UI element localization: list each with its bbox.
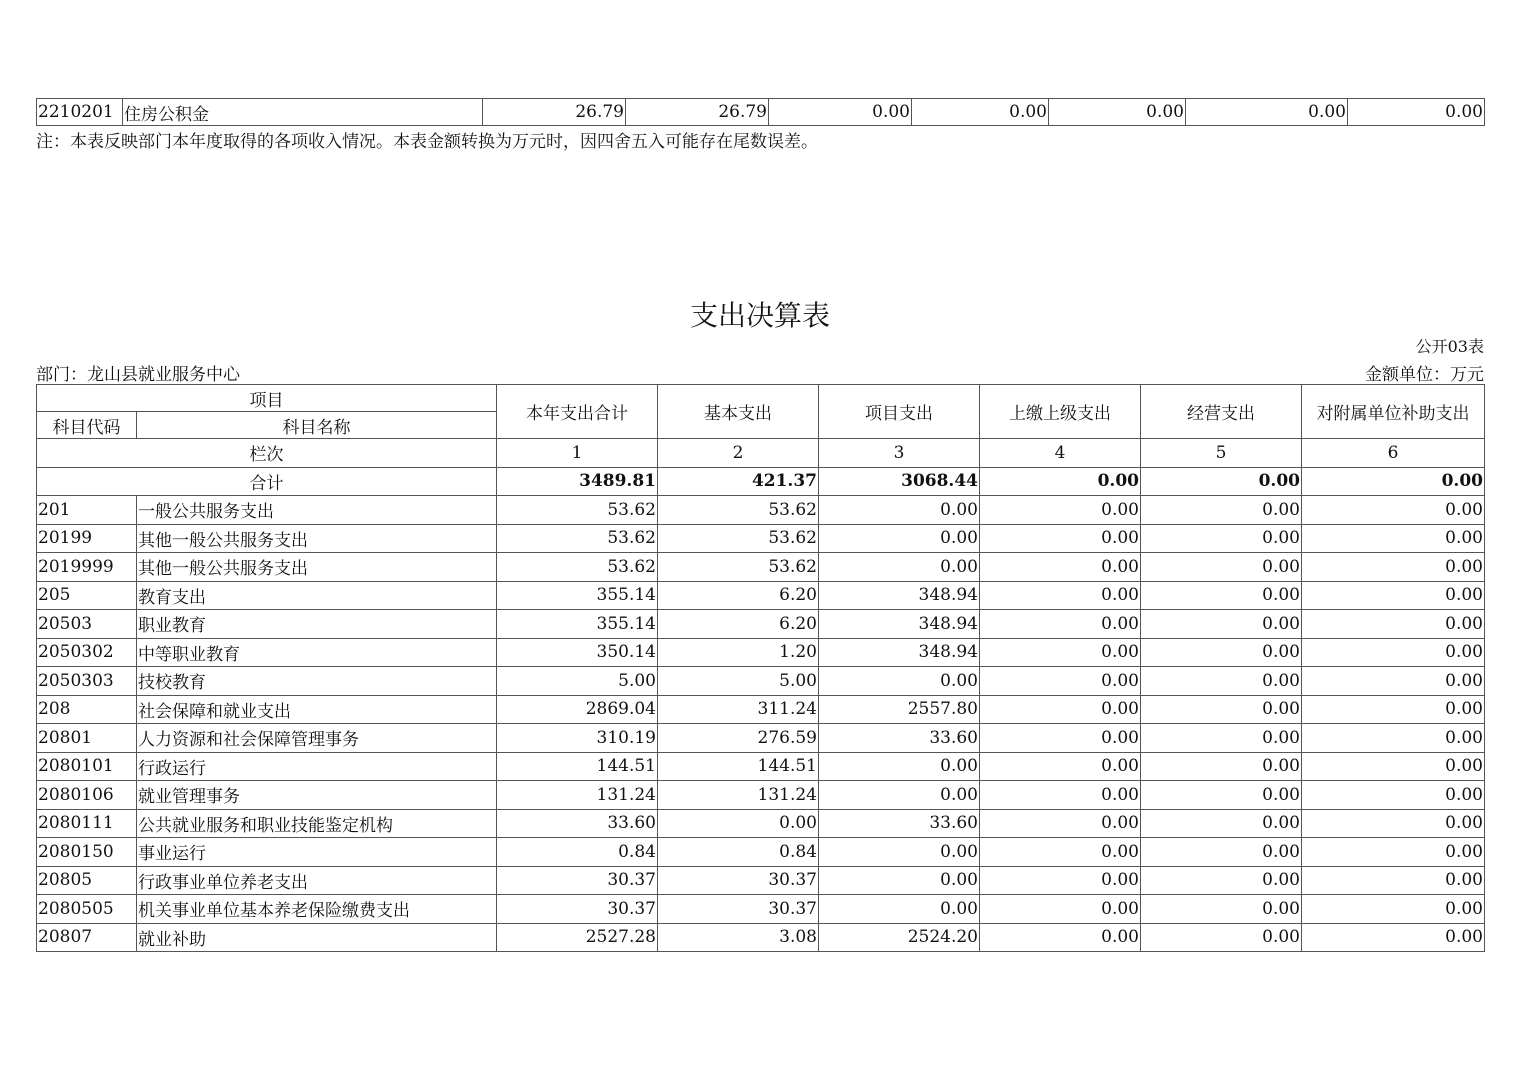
row-value: 0.00	[980, 667, 1141, 696]
row-value: 0.00	[1302, 496, 1485, 525]
header-item: 项目	[37, 385, 497, 412]
row-name: 职业教育	[137, 610, 497, 639]
total-value: 0.00	[980, 467, 1141, 496]
row-value: 0.00	[819, 752, 980, 781]
row-value: 350.14	[497, 638, 658, 667]
row-value: 0.00	[819, 838, 980, 867]
row-value: 0.00	[819, 781, 980, 810]
table-row	[37, 581, 1485, 610]
row-value: 0.00	[1141, 838, 1302, 867]
row-code: 2210201	[37, 99, 123, 126]
total-value: 3489.81	[497, 467, 658, 496]
row-name: 技校教育	[137, 667, 497, 696]
header-col-operation: 经营支出	[1141, 385, 1302, 439]
row-value: 6.20	[658, 610, 819, 639]
row-value: 0.00	[1302, 923, 1485, 952]
row-value: 0.00	[980, 581, 1141, 610]
row-code: 20805	[37, 866, 137, 895]
row-name: 一般公共服务支出	[137, 496, 497, 525]
row-code: 2080106	[37, 781, 137, 810]
row-name: 就业管理事务	[137, 781, 497, 810]
row-value: 0.84	[497, 838, 658, 867]
row-value: 0.00	[980, 866, 1141, 895]
row-value: 355.14	[497, 581, 658, 610]
row-value: 144.51	[658, 752, 819, 781]
table-row	[37, 895, 1485, 924]
row-value: 0.00	[1141, 581, 1302, 610]
row-value: 30.37	[658, 895, 819, 924]
row-name: 社会保障和就业支出	[137, 695, 497, 724]
row-value: 0.00	[1049, 99, 1186, 126]
row-value: 0.00	[980, 752, 1141, 781]
row-value: 0.00	[1141, 866, 1302, 895]
row-value: 131.24	[497, 781, 658, 810]
table-row	[37, 638, 1485, 667]
col-number: 2	[658, 439, 819, 468]
row-value: 0.00	[1141, 638, 1302, 667]
header-col-basic: 基本支出	[658, 385, 819, 439]
row-value: 310.19	[497, 724, 658, 753]
row-value: 0.00	[980, 781, 1141, 810]
row-value: 355.14	[497, 610, 658, 639]
row-value: 0.00	[1302, 724, 1485, 753]
row-value: 0.00	[1186, 99, 1348, 126]
table-row	[37, 809, 1485, 838]
row-value: 53.62	[658, 524, 819, 553]
row-value: 311.24	[658, 695, 819, 724]
row-code: 2050302	[37, 638, 137, 667]
row-value: 0.00	[1141, 496, 1302, 525]
row-code: 205	[37, 581, 137, 610]
row-value: 0.00	[658, 809, 819, 838]
row-value: 33.60	[497, 809, 658, 838]
row-value: 33.60	[819, 809, 980, 838]
row-value: 0.84	[658, 838, 819, 867]
row-value: 0.00	[1302, 553, 1485, 582]
row-value: 0.00	[980, 838, 1141, 867]
header-row	[37, 385, 1485, 412]
row-value: 53.62	[497, 496, 658, 525]
row-code: 2080101	[37, 752, 137, 781]
col-number: 4	[980, 439, 1141, 468]
row-value: 348.94	[819, 581, 980, 610]
table-row	[37, 667, 1485, 696]
row-value: 0.00	[1141, 923, 1302, 952]
row-value: 144.51	[497, 752, 658, 781]
row-name: 教育支出	[137, 581, 497, 610]
row-value: 2524.20	[819, 923, 980, 952]
table-row	[37, 866, 1485, 895]
row-value: 0.00	[980, 923, 1141, 952]
row-value: 0.00	[1141, 524, 1302, 553]
row-name: 行政事业单位养老支出	[137, 866, 497, 895]
row-value: 30.37	[497, 866, 658, 895]
row-value: 0.00	[1302, 524, 1485, 553]
table-row	[37, 838, 1485, 867]
row-value: 0.00	[980, 553, 1141, 582]
row-value: 1.20	[658, 638, 819, 667]
unit-label: 金额单位：万元	[1365, 365, 1484, 385]
table-row	[37, 724, 1485, 753]
row-value: 0.00	[819, 524, 980, 553]
row-value: 0.00	[1141, 610, 1302, 639]
header-col-subsidy: 对附属单位补助支出	[1302, 385, 1485, 439]
table-row	[37, 695, 1485, 724]
row-value: 0.00	[980, 809, 1141, 838]
row-value: 6.20	[658, 581, 819, 610]
row-label: 栏次	[37, 439, 497, 468]
row-value: 0.00	[819, 496, 980, 525]
row-value: 0.00	[1141, 724, 1302, 753]
table-row	[37, 610, 1485, 639]
row-value: 0.00	[1141, 895, 1302, 924]
row-value: 2557.80	[819, 695, 980, 724]
row-value: 276.59	[658, 724, 819, 753]
header-col-project: 项目支出	[819, 385, 980, 439]
row-value: 5.00	[497, 667, 658, 696]
table-row	[37, 781, 1485, 810]
row-name: 事业运行	[137, 838, 497, 867]
row-value: 0.00	[1302, 752, 1485, 781]
col-number: 5	[1141, 439, 1302, 468]
row-value: 0.00	[1141, 781, 1302, 810]
row-value: 0.00	[1302, 581, 1485, 610]
row-value: 53.62	[658, 553, 819, 582]
row-code: 20807	[37, 923, 137, 952]
row-value: 0.00	[819, 553, 980, 582]
row-value: 348.94	[819, 638, 980, 667]
row-value: 0.00	[1302, 838, 1485, 867]
row-value: 30.37	[497, 895, 658, 924]
row-code: 2080111	[37, 809, 137, 838]
row-code: 208	[37, 695, 137, 724]
table-number: 公开03表	[1415, 337, 1484, 356]
row-value: 26.79	[483, 99, 626, 126]
table-row	[37, 752, 1485, 781]
expenditure-table	[36, 384, 1485, 952]
row-value: 53.62	[658, 496, 819, 525]
row-value: 0.00	[1141, 752, 1302, 781]
row-value: 0.00	[912, 99, 1049, 126]
page-title: 支出决算表	[689, 299, 830, 332]
row-value: 0.00	[1302, 866, 1485, 895]
header-col-total: 本年支出合计	[497, 385, 658, 439]
row-value: 0.00	[1348, 99, 1485, 126]
row-value: 0.00	[1302, 638, 1485, 667]
total-value: 421.37	[658, 467, 819, 496]
row-name: 就业补助	[137, 923, 497, 952]
row-code: 2050303	[37, 667, 137, 696]
row-value: 0.00	[980, 638, 1141, 667]
row-value: 0.00	[1302, 610, 1485, 639]
table-row	[37, 496, 1485, 525]
row-code: 20801	[37, 724, 137, 753]
row-code: 2080150	[37, 838, 137, 867]
row-value: 0.00	[1141, 553, 1302, 582]
row-value: 53.62	[497, 553, 658, 582]
row-code: 2080505	[37, 895, 137, 924]
total-value: 0.00	[1302, 467, 1485, 496]
row-name: 中等职业教育	[137, 638, 497, 667]
row-name: 公共就业服务和职业技能鉴定机构	[137, 809, 497, 838]
row-value: 0.00	[819, 667, 980, 696]
table-row	[37, 524, 1485, 553]
row-value: 30.37	[658, 866, 819, 895]
col-number: 3	[819, 439, 980, 468]
header-name: 科目名称	[137, 412, 497, 439]
row-value: 0.00	[819, 895, 980, 924]
table-row	[37, 99, 1485, 126]
row-value: 53.62	[497, 524, 658, 553]
row-name: 人力资源和社会保障管理事务	[137, 724, 497, 753]
previous-table-row	[36, 98, 1485, 126]
row-name: 其他一般公共服务支出	[137, 524, 497, 553]
table-row	[37, 553, 1485, 582]
row-value: 0.00	[1302, 695, 1485, 724]
row-code: 20199	[37, 524, 137, 553]
row-value: 2527.28	[497, 923, 658, 952]
header-code: 科目代码	[37, 412, 137, 439]
header-col-upper: 上缴上级支出	[980, 385, 1141, 439]
department-label: 部门：龙山县就业服务中心	[36, 365, 240, 385]
row-value: 0.00	[1302, 667, 1485, 696]
row-value: 33.60	[819, 724, 980, 753]
total-row	[37, 467, 1485, 496]
row-value: 0.00	[1141, 667, 1302, 696]
total-value: 3068.44	[819, 467, 980, 496]
row-code: 201	[37, 496, 137, 525]
row-value: 348.94	[819, 610, 980, 639]
row-value: 0.00	[819, 866, 980, 895]
row-value: 0.00	[1302, 781, 1485, 810]
row-name: 其他一般公共服务支出	[137, 553, 497, 582]
row-name: 机关事业单位基本养老保险缴费支出	[137, 895, 497, 924]
row-value: 0.00	[1302, 809, 1485, 838]
row-value: 2869.04	[497, 695, 658, 724]
row-value: 0.00	[980, 695, 1141, 724]
col-number: 1	[497, 439, 658, 468]
row-code: 2019999	[37, 553, 137, 582]
row-code: 20503	[37, 610, 137, 639]
row-value: 0.00	[769, 99, 912, 126]
row-value: 0.00	[1141, 695, 1302, 724]
col-number: 6	[1302, 439, 1485, 468]
column-number-row	[37, 439, 1485, 468]
row-value: 0.00	[1141, 809, 1302, 838]
row-value: 0.00	[980, 496, 1141, 525]
total-value: 0.00	[1141, 467, 1302, 496]
total-label: 合计	[37, 467, 497, 496]
row-value: 0.00	[980, 610, 1141, 639]
row-name: 行政运行	[137, 752, 497, 781]
row-value: 0.00	[980, 724, 1141, 753]
row-value: 0.00	[980, 895, 1141, 924]
row-value: 0.00	[1302, 895, 1485, 924]
table-row	[37, 923, 1485, 952]
row-value: 0.00	[980, 524, 1141, 553]
row-value: 5.00	[658, 667, 819, 696]
row-name: 住房公积金	[123, 99, 483, 126]
table-note: 注：本表反映部门本年度取得的各项收入情况。本表金额转换为万元时，因四舍五入可能存在尾数误差。	[36, 132, 818, 152]
row-value: 26.79	[626, 99, 769, 126]
row-value: 3.08	[658, 923, 819, 952]
row-value: 131.24	[658, 781, 819, 810]
